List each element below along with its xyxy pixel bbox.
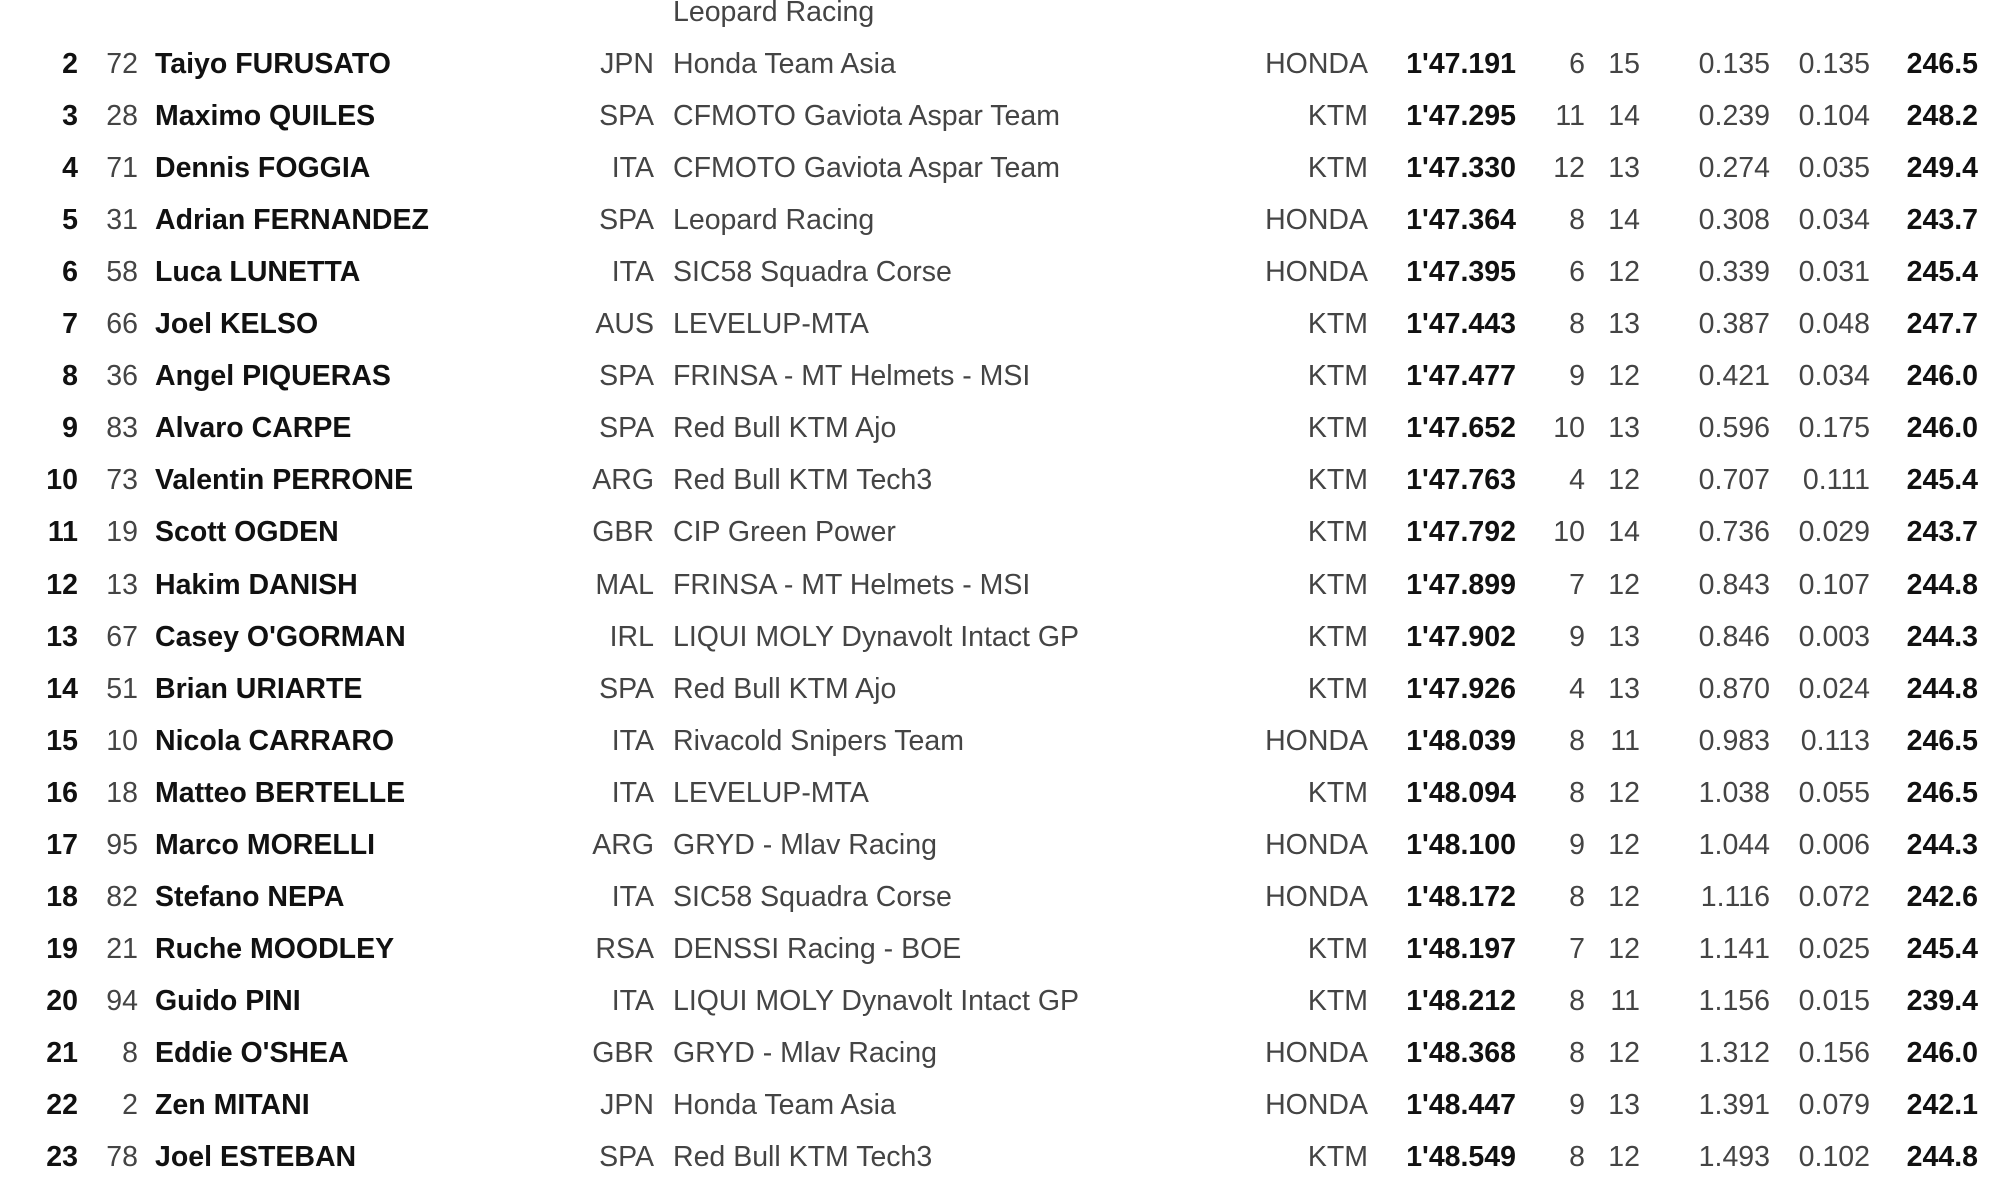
best-lap-time: 1'48.549	[1406, 1141, 1516, 1174]
rider-name: Joel KELSO	[155, 308, 319, 341]
motorcycle: KTM	[1307, 672, 1368, 705]
total-laps: 12	[1608, 776, 1640, 809]
total-laps: 12	[1608, 1141, 1640, 1174]
motorcycle: KTM	[1307, 620, 1368, 653]
team-name: SIC58 Squadra Corse	[673, 880, 952, 913]
best-lap-time: 1'48.094	[1406, 776, 1516, 809]
team-name: Red Bull KTM Tech3	[673, 464, 933, 497]
motorcycle: HONDA	[1265, 880, 1368, 913]
table-row	[0, 194, 2000, 246]
best-lap-number: 12	[1553, 152, 1585, 185]
top-speed: 243.7	[1906, 204, 1978, 237]
rider-name: Taiyo FURUSATO	[155, 48, 391, 81]
motorcycle: KTM	[1307, 932, 1368, 965]
total-laps: 12	[1608, 464, 1640, 497]
best-lap-time: 1'47.477	[1406, 360, 1516, 393]
gap-to-first: 0.846	[1698, 620, 1770, 653]
top-speed: 244.3	[1906, 620, 1978, 653]
total-laps: 13	[1608, 620, 1640, 653]
motorcycle: KTM	[1307, 776, 1368, 809]
table-row	[0, 663, 2000, 715]
gap-to-first: 1.141	[1698, 932, 1770, 965]
nation: SPA	[599, 204, 654, 237]
motorcycle: HONDA	[1265, 1036, 1368, 1069]
position: 14	[46, 672, 78, 705]
nation: GBR	[592, 516, 654, 549]
gap-to-previous: 0.107	[1798, 568, 1870, 601]
top-speed: 245.4	[1906, 464, 1978, 497]
best-lap-time: 1'47.926	[1406, 672, 1516, 705]
gap-to-first: 0.387	[1698, 308, 1770, 341]
table-row	[0, 975, 2000, 1027]
rider-number	[90, 0, 138, 38]
gap-to-first: 0.596	[1698, 412, 1770, 445]
rider-number: 51	[106, 672, 138, 705]
best-lap-time: 1'48.197	[1406, 932, 1516, 965]
position: 15	[46, 724, 78, 757]
rider-number: 78	[106, 1141, 138, 1174]
rider-name: Ruche MOODLEY	[155, 932, 395, 965]
total-laps: 12	[1608, 828, 1640, 861]
best-lap-time: 1'47.443	[1406, 308, 1516, 341]
position: 20	[46, 984, 78, 1017]
top-speed: 246.0	[1906, 412, 1978, 445]
rider-name: Guido PINI	[155, 984, 301, 1017]
top-speed: 246.0	[1906, 1036, 1978, 1069]
total-laps: 13	[1608, 412, 1640, 445]
gap-to-previous: 0.029	[1798, 516, 1870, 549]
best-lap-time: 1'48.100	[1406, 828, 1516, 861]
rider-number: 73	[106, 464, 138, 497]
best-lap-number: 6	[1569, 48, 1585, 81]
total-laps: 11	[1610, 724, 1640, 757]
rider-number: 8	[122, 1036, 138, 1069]
rider-number: 95	[106, 828, 138, 861]
gap-to-previous: 0.015	[1798, 984, 1870, 1017]
top-speed: 242.1	[1906, 1088, 1978, 1121]
team-name: Red Bull KTM Ajo	[673, 672, 897, 705]
gap-to-first: 0.983	[1698, 724, 1770, 757]
position: 4	[62, 152, 78, 185]
gap-to-first: 1.044	[1698, 828, 1770, 861]
best-lap-number: 10	[1553, 516, 1585, 549]
position: 16	[46, 776, 78, 809]
best-lap-time: 1'47.295	[1406, 100, 1516, 133]
gap-to-previous: 0.111	[1802, 464, 1870, 497]
rider-name: Casey O'GORMAN	[155, 620, 406, 653]
rider-name: Luca LUNETTA	[155, 256, 361, 289]
nation: ITA	[611, 152, 654, 185]
rider-number: 94	[106, 984, 138, 1017]
best-lap-number: 7	[1569, 932, 1585, 965]
best-lap-time: 1'47.899	[1406, 568, 1516, 601]
nation: ITA	[611, 724, 654, 757]
gap-to-first: 0.274	[1698, 152, 1770, 185]
top-speed: 244.8	[1906, 672, 1978, 705]
position: 19	[46, 932, 78, 965]
team-name: Red Bull KTM Ajo	[673, 412, 897, 445]
table-row	[0, 90, 2000, 142]
motorcycle: HONDA	[1265, 256, 1368, 289]
gap-to-previous: 0.113	[1800, 724, 1870, 757]
best-lap-number: 11	[1555, 100, 1585, 133]
team-name: CFMOTO Gaviota Aspar Team	[673, 100, 1060, 133]
best-lap-number: 9	[1569, 360, 1585, 393]
team-name: FRINSA - MT Helmets - MSI	[673, 568, 1031, 601]
position: 13	[46, 620, 78, 653]
gap-to-first: 1.156	[1698, 984, 1770, 1017]
nation: ITA	[611, 776, 654, 809]
position	[20, 0, 78, 38]
rider-name: Valentin PERRONE	[155, 464, 414, 497]
best-lap-time: 1'47.792	[1406, 516, 1516, 549]
position: 9	[62, 412, 78, 445]
position: 22	[46, 1088, 78, 1121]
gap-to-previous: 0.072	[1798, 880, 1870, 913]
team-name: LEVELUP-MTA	[673, 308, 869, 341]
total-laps: 15	[1608, 48, 1640, 81]
table-row	[0, 142, 2000, 194]
nation: SPA	[599, 412, 654, 445]
motorcycle: HONDA	[1265, 828, 1368, 861]
rider-name: Stefano NEPA	[155, 880, 345, 913]
motorcycle: KTM	[1307, 152, 1368, 185]
top-speed: 246.5	[1906, 724, 1978, 757]
motorcycle: KTM	[1307, 568, 1368, 601]
top-speed: 243.7	[1906, 516, 1978, 549]
nation: SPA	[599, 100, 654, 133]
rider-number: 82	[106, 880, 138, 913]
rider-name: Zen MITANI	[155, 1088, 310, 1121]
top-speed: 245.4	[1906, 256, 1978, 289]
rider-number: 83	[106, 412, 138, 445]
gap-to-first: 1.493	[1698, 1141, 1770, 1174]
gap-to-first: 0.308	[1698, 204, 1770, 237]
total-laps: 13	[1608, 308, 1640, 341]
gap-to-previous: 0.104	[1798, 100, 1870, 133]
position: 7	[62, 308, 78, 341]
top-speed: 246.5	[1906, 48, 1978, 81]
team-name: Leopard Racing	[673, 204, 875, 237]
top-speed: 249.4	[1906, 152, 1978, 185]
best-lap-number: 8	[1569, 984, 1585, 1017]
best-lap-number: 9	[1569, 620, 1585, 653]
team-name: GRYD - Mlav Racing	[673, 1036, 937, 1069]
nation: SPA	[599, 1141, 654, 1174]
position: 2	[62, 48, 78, 81]
total-laps: 13	[1608, 1088, 1640, 1121]
gap-to-first: 1.312	[1698, 1036, 1770, 1069]
table-row	[0, 402, 2000, 454]
rider-name: Maximo QUILES	[155, 100, 376, 133]
position: 21	[46, 1036, 78, 1069]
gap-to-first: 0.870	[1698, 672, 1770, 705]
table-row	[0, 767, 2000, 819]
best-lap-number: 8	[1569, 1141, 1585, 1174]
rider-name: Nicola CARRARO	[155, 724, 395, 757]
gap-to-first	[1660, 0, 1770, 38]
motorcycle: KTM	[1307, 100, 1368, 133]
gap-to-first: 0.843	[1698, 568, 1770, 601]
total-laps: 12	[1608, 360, 1640, 393]
team-name: DENSSI Racing - BOE	[673, 932, 962, 965]
rider-number: 72	[106, 48, 138, 81]
gap-to-first: 0.707	[1698, 464, 1770, 497]
best-lap-number: 8	[1569, 724, 1585, 757]
position: 12	[46, 568, 78, 601]
rider-name: Brian URIARTE	[155, 672, 363, 705]
gap-to-previous: 0.024	[1798, 672, 1870, 705]
gap-to-previous: 0.048	[1798, 308, 1870, 341]
table-row	[0, 871, 2000, 923]
gap-to-first: 1.038	[1698, 776, 1770, 809]
position: 8	[62, 360, 78, 393]
best-lap-number: 4	[1569, 672, 1585, 705]
rider-name	[155, 0, 575, 38]
motorcycle: HONDA	[1265, 204, 1368, 237]
best-lap-number: 8	[1569, 308, 1585, 341]
best-lap-number	[1530, 0, 1585, 38]
top-speed: 246.0	[1906, 360, 1978, 393]
table-row	[0, 559, 2000, 611]
team-name: Honda Team Asia	[673, 48, 896, 81]
best-lap-number: 8	[1569, 204, 1585, 237]
team-name: Red Bull KTM Tech3	[673, 1141, 933, 1174]
best-lap-number: 9	[1569, 828, 1585, 861]
nation: JPN	[600, 1088, 654, 1121]
motorcycle: HONDA	[1265, 48, 1368, 81]
best-lap-number: 6	[1569, 256, 1585, 289]
top-speed: 239.4	[1906, 984, 1978, 1017]
rider-number: 2	[122, 1088, 138, 1121]
gap-to-previous: 0.102	[1798, 1141, 1870, 1174]
team-name: CIP Green Power	[673, 516, 896, 549]
top-speed: 244.8	[1906, 1141, 1978, 1174]
best-lap-time: 1'48.368	[1406, 1036, 1516, 1069]
total-laps: 14	[1608, 516, 1640, 549]
table-row	[0, 298, 2000, 350]
team-name: Honda Team Asia	[673, 1088, 896, 1121]
nation: ITA	[611, 880, 654, 913]
total-laps: 12	[1608, 256, 1640, 289]
position: 23	[46, 1141, 78, 1174]
motorcycle: KTM	[1307, 360, 1368, 393]
nation: GBR	[592, 1036, 654, 1069]
rider-number: 67	[106, 620, 138, 653]
total-laps: 12	[1608, 1036, 1640, 1069]
table-row	[0, 506, 2000, 558]
best-lap-time: 1'47.395	[1406, 256, 1516, 289]
team-name: Rivacold Snipers Team	[673, 724, 964, 757]
table-row	[0, 1027, 2000, 1079]
nation: ARG	[592, 828, 654, 861]
best-lap-time: 1'47.191	[1406, 48, 1516, 81]
table-row	[0, 923, 2000, 975]
top-speed: 245.4	[1906, 932, 1978, 965]
position: 17	[46, 828, 78, 861]
table-row	[0, 350, 2000, 402]
gap-to-previous: 0.135	[1798, 48, 1870, 81]
best-lap-time: 1'48.039	[1406, 724, 1516, 757]
total-laps: 14	[1608, 204, 1640, 237]
rider-number: 28	[106, 100, 138, 133]
table-row	[0, 1079, 2000, 1131]
total-laps: 12	[1608, 880, 1640, 913]
nation: MAL	[595, 568, 654, 601]
best-lap-time: 1'47.364	[1406, 204, 1516, 237]
best-lap-time	[1380, 0, 1516, 38]
motorcycle	[1200, 0, 1368, 38]
position: 11	[47, 516, 78, 549]
nation: SPA	[599, 672, 654, 705]
total-laps: 13	[1608, 152, 1640, 185]
motorcycle: KTM	[1307, 308, 1368, 341]
rider-name: Joel ESTEBAN	[155, 1141, 357, 1174]
gap-to-previous: 0.003	[1798, 620, 1870, 653]
gap-to-first: 1.116	[1700, 880, 1770, 913]
gap-to-first: 1.391	[1698, 1088, 1770, 1121]
top-speed: 248.2	[1906, 100, 1978, 133]
nation: SPA	[599, 360, 654, 393]
gap-to-previous: 0.006	[1798, 828, 1870, 861]
motorcycle: KTM	[1307, 984, 1368, 1017]
nation: RSA	[595, 932, 654, 965]
best-lap-time: 1'48.172	[1406, 880, 1516, 913]
gap-to-previous: 0.035	[1798, 152, 1870, 185]
rider-name: Dennis FOGGIA	[155, 152, 371, 185]
position: 10	[46, 464, 78, 497]
motorcycle: KTM	[1307, 412, 1368, 445]
rider-name: Scott OGDEN	[155, 516, 339, 549]
best-lap-time: 1'47.763	[1406, 464, 1516, 497]
team-name: Leopard Racing	[673, 0, 875, 28]
table-row	[0, 715, 2000, 767]
best-lap-time: 1'48.447	[1406, 1088, 1516, 1121]
best-lap-number: 8	[1569, 1036, 1585, 1069]
nation: ITA	[611, 984, 654, 1017]
best-lap-number: 4	[1569, 464, 1585, 497]
rider-number: 21	[106, 932, 138, 965]
table-row	[0, 38, 2000, 90]
rider-number: 31	[106, 204, 138, 237]
nation: IRL	[609, 620, 654, 653]
gap-to-previous: 0.034	[1798, 204, 1870, 237]
team-name: LIQUI MOLY Dynavolt Intact GP	[673, 620, 1080, 653]
rider-number: 58	[106, 256, 138, 289]
best-lap-time: 1'48.212	[1406, 984, 1516, 1017]
gap-to-first: 0.421	[1698, 360, 1770, 393]
total-laps: 11	[1610, 984, 1640, 1017]
top-speed: 244.8	[1906, 568, 1978, 601]
nation	[570, 0, 654, 38]
best-lap-time: 1'47.902	[1406, 620, 1516, 653]
table-row	[0, 454, 2000, 506]
best-lap-number: 7	[1569, 568, 1585, 601]
top-speed: 247.7	[1906, 308, 1978, 341]
team-name: GRYD - Mlav Racing	[673, 828, 937, 861]
gap-to-previous: 0.156	[1798, 1036, 1870, 1069]
top-speed: 242.6	[1906, 880, 1978, 913]
nation: AUS	[595, 308, 654, 341]
table-row	[0, 246, 2000, 298]
rider-name: Eddie O'SHEA	[155, 1036, 349, 1069]
position: 3	[62, 100, 78, 133]
table-row	[0, 611, 2000, 663]
rider-number: 10	[106, 724, 138, 757]
rider-name: Alvaro CARPE	[155, 412, 352, 445]
top-speed	[1878, 0, 1978, 38]
top-speed: 244.3	[1906, 828, 1978, 861]
gap-to-previous: 0.055	[1798, 776, 1870, 809]
gap-to-first: 0.339	[1698, 256, 1770, 289]
top-speed: 246.5	[1906, 776, 1978, 809]
table-row	[0, 1131, 2000, 1183]
motorcycle: KTM	[1307, 516, 1368, 549]
best-lap-number: 10	[1553, 412, 1585, 445]
position: 5	[62, 204, 78, 237]
best-lap-number: 8	[1569, 776, 1585, 809]
motorcycle: HONDA	[1265, 724, 1368, 757]
rider-name: Angel PIQUERAS	[155, 360, 391, 393]
best-lap-time: 1'47.652	[1406, 412, 1516, 445]
total-laps: 14	[1608, 100, 1640, 133]
rider-number: 13	[106, 568, 138, 601]
total-laps: 13	[1608, 672, 1640, 705]
best-lap-time: 1'47.330	[1406, 152, 1516, 185]
team-name: SIC58 Squadra Corse	[673, 256, 952, 289]
gap-to-first: 0.135	[1698, 48, 1770, 81]
rider-name: Adrian FERNANDEZ	[155, 204, 429, 237]
best-lap-number: 9	[1569, 1088, 1585, 1121]
rider-name: Matteo BERTELLE	[155, 776, 406, 809]
rider-number: 18	[106, 776, 138, 809]
team-name: LIQUI MOLY Dynavolt Intact GP	[673, 984, 1080, 1017]
total-laps	[1592, 0, 1640, 38]
gap-to-previous: 0.175	[1798, 412, 1870, 445]
team-name: CFMOTO Gaviota Aspar Team	[673, 152, 1060, 185]
rider-name: Marco MORELLI	[155, 828, 376, 861]
rider-number: 36	[106, 360, 138, 393]
total-laps: 12	[1608, 932, 1640, 965]
motorcycle: HONDA	[1265, 1088, 1368, 1121]
table-row	[0, 819, 2000, 871]
position: 6	[62, 256, 78, 289]
rider-number: 71	[106, 152, 138, 185]
rider-name: Hakim DANISH	[155, 568, 358, 601]
table-row	[0, 0, 2000, 38]
gap-to-previous: 0.034	[1798, 360, 1870, 393]
motorcycle: KTM	[1307, 464, 1368, 497]
nation: JPN	[600, 48, 654, 81]
gap-to-previous: 0.025	[1798, 932, 1870, 965]
team-name: LEVELUP-MTA	[673, 776, 869, 809]
gap-to-previous: 0.031	[1798, 256, 1870, 289]
nation: ARG	[592, 464, 654, 497]
gap-to-previous	[1770, 0, 1870, 38]
total-laps: 12	[1608, 568, 1640, 601]
gap-to-first: 0.239	[1698, 100, 1770, 133]
team-name: FRINSA - MT Helmets - MSI	[673, 360, 1031, 393]
best-lap-number: 8	[1569, 880, 1585, 913]
nation: ITA	[611, 256, 654, 289]
gap-to-previous: 0.079	[1798, 1088, 1870, 1121]
rider-number: 19	[106, 516, 138, 549]
motorcycle: KTM	[1307, 1141, 1368, 1174]
gap-to-first: 0.736	[1698, 516, 1770, 549]
rider-number: 66	[106, 308, 138, 341]
position: 18	[46, 880, 78, 913]
